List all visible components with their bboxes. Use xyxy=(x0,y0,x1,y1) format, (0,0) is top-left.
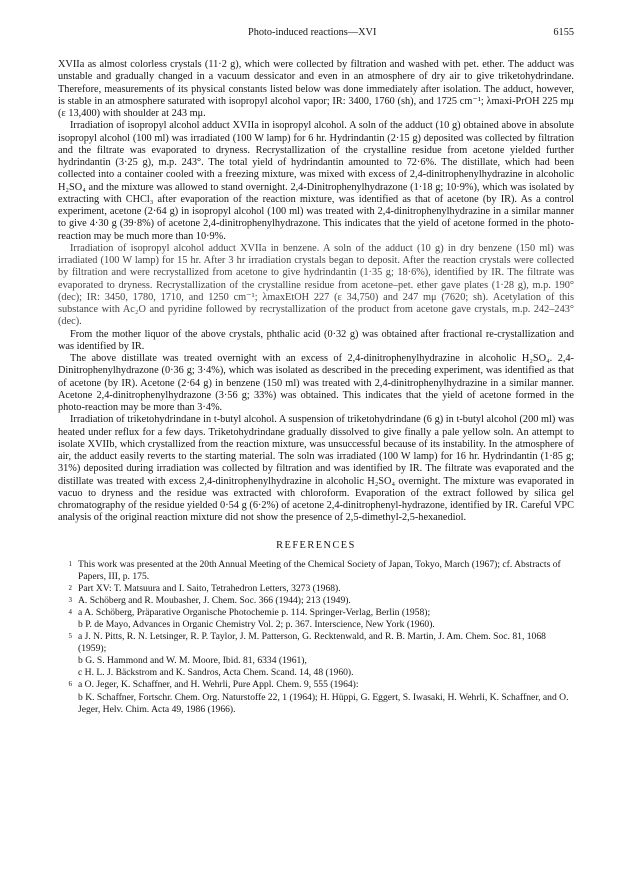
reference-text: a J. N. Pitts, R. N. Letsinger, R. P. Taylor, J. M. Patterson, G. Recktenwald, and R. B. Martin, J. Am. Chem. Soc. 81, 1068 (1959); xyxy=(78,631,546,655)
reference-number: 5 xyxy=(68,632,72,641)
paragraph: The above distillate was treated overnight with an excess of 2,4-dinitrophenylhydrazine in alcoholic H₂SO₄. 2,4-Dinitrophenylhydrazone (0·36 g; 3·4%), which was isolated as described in the preceding experiment, was identified as that of acetone (by IR). Acetone (2·64 g) in benzene (150 ml) was treated with 2,4-dinitrophenylhydrazine in a similar manner. Acetone 2,4-dinitrophenylhydrazone (3·56 g; 33%) was obtained. This indicates that the yield of acetone formed in the photo-reaction may be more than 3·4%. xyxy=(58,353,574,413)
reference-number: 2 xyxy=(68,583,72,592)
reference-item xyxy=(58,583,574,595)
paragraph: From the mother liquor of the above crystals, phthalic acid (0·32 g) was obtained after fractional re-crystallization and was identified by IR. xyxy=(58,328,574,352)
reference-text: A. Schöberg and R. Moubasher, J. Chem. Soc. 366 (1944); 213 (1949). xyxy=(78,594,351,606)
journal-page xyxy=(58,27,574,716)
running-title: Photo-induced reactions—XVI xyxy=(248,27,377,38)
reference-number: 1 xyxy=(68,559,72,568)
references-list xyxy=(58,559,574,716)
reference-item xyxy=(58,631,574,655)
reference-text: b P. de Mayo, Advances in Organic Chemistry Vol. 2; p. 367. Interscience, New York (1960). xyxy=(78,618,435,630)
paragraph: Irradiation of isopropyl alcohol adduct XVIIa in benzene. A soln of the adduct (10 g) in dry benzene (150 ml) was irradiated (100 W lamp) for 15 hr. After 3 hr irradiation crystals began to deposit. After the reaction crystals were collected by filtration and were recrystallized from acetone to give hydrindantin (1·35 g; 18·6%), identified by IR. The filtrate was evaporated to dryness. Recrystallization of the crystalline residue from acetone–pet. ether gave plates (1·28 g), m.p. 190° (dec); IR: 3450, 1780, 1710, and 1250 cm⁻¹; λmaxEtOH 227 (ε 34,750) and 247 mμ (7620; sh). Acetylation of this substance with Ac₂O and pyridine followed by recrystallization of the product from acetone gave crystals, m.p. 242–243° (dec). xyxy=(58,242,574,328)
reference-number: 3 xyxy=(68,595,72,604)
paragraph: XVIIa as almost colorless crystals (11·2 g), which were collected by filtration and washed with pet. ether. The adduct was unstable and gradually changed in a vacuum dessicator and even in an atmosphere of dry air to give triketohydrindane. Therefore, measurements of its physical constants listed below was done immediately after isolation. The adduct, however, is stable in an atmosphere saturated with isopropyl alcohol vapor; IR: 3400, 1760 (sh), and 1725 cm⁻¹; λmaxi-PrOH 225 mμ (ε 13,400) with shoulder at 243 mμ. xyxy=(58,59,574,119)
reference-item xyxy=(58,595,574,607)
reference-number: 4 xyxy=(68,607,72,616)
page-number: 6155 xyxy=(553,27,574,38)
reference-item xyxy=(58,655,574,667)
reference-text: Part XV: T. Matsuura and I. Saito, Tetrahedron Letters, 3273 (1968). xyxy=(78,582,341,594)
reference-item xyxy=(58,559,574,583)
reference-text: b G. S. Hammond and W. M. Moore, Ibid. 81, 6334 (1961), xyxy=(78,655,307,667)
reference-text: a O. Jeger, K. Schaffner, and H. Wehrli, Pure Appl. Chem. 9, 555 (1964): xyxy=(78,679,359,691)
reference-item xyxy=(58,667,574,679)
reference-item xyxy=(58,619,574,631)
paragraph: Irradiation of isopropyl alcohol adduct XVIIa in isopropyl alcohol. A soln of the adduct (10 g) obtained above in absolute isopropyl alcohol (100 ml) was irradiated (100 W lamp) for 6 hr. Hydrindantin (2·15 g) deposited was collected by filtration and the filtrate was evaporated to dryness. Recrystallization of the crystalline residue from acetone yielded further hydrindantin (3·25 g), m.p. 243°. The total yield of hydrindantin amounted to 72·6%. The distillate, which had been collected into a container cooled with a freezing mixture, was mixed with excess of 2,4-dinitrophenylhydrazine in alcoholic H₂SO₄ and the mixture was allowed to stand overnight. 2,4-Dinitrophenylhydrazone (1·18 g; 10·9%), which was isolated by extracting with CHCl₃ after evaporation of the reaction mixture, was identified as that of acetone (by IR). As a control experiment, acetone (2·64 g) in isopropyl alcohol (100 ml) was treated with 2,4-dinitrophenylhydrazine in a similar manner to give 4·30 g (39·8%) of acetone 2,4-dinitrophenylhydrazone. This indicates that the yield of acetone formed in the photo-reaction may be much more than 10·9%. xyxy=(58,120,574,242)
paragraph: Irradiation of triketohydrindane in t-butyl alcohol. A suspension of triketohydrindane (6 g) in t-butyl alcohol (200 ml) was heated under reflux for a few days. Triketohydrindane gradually dissolved to give finally a pale yellow soln. An attempt to isolate XVIIb, which crystallized from the reaction mixture, was unsuccessful because of its instability. In the atmosphere of air, the adduct easily reverts to the starting material. The soln was irradiated (100 W lamp) for 16 hr. Hydrindantin (1·85 g; 31%) deposited during irradiation was collected by filtration and was identified by IR. The filtrate was evaporated and the distillate was treated with excess 2,4-dinitrophenylhydrazine in alcoholic H₂SO₄ overnight. The mixture was evaporated in vacuo to dryness and the residue was extracted with chloroform. Evaporation of the extract followed by silica gel chromatography of the residue yielded 0·54 g (6·2%) of acetone 2,4-dinitrophenyl-hydrazone, identified by IR. Careful VPC analysis of the original reaction mixture did not show the presence of 2,5-dimethyl-2,5-hexanediol. xyxy=(58,414,574,524)
reference-item xyxy=(58,679,574,691)
experimental-text xyxy=(58,59,574,525)
reference-text: This work was presented at the 20th Annual Meeting of the Chemical Society of Japan, Tokyo, March (1967); cf. Abstracts of Papers, III, p. 175. xyxy=(78,558,561,582)
page-header xyxy=(248,27,574,41)
reference-item xyxy=(58,607,574,619)
reference-text: b K. Schaffner, Fortschr. Chem. Org. Naturstoffe 22, 1 (1964); H. Hüppi, G. Eggert, S. Iwasaki, H. Wehrli, K. Schaffner, and O. Jeger, Helv. Chim. Acta 49, 1986 (1966). xyxy=(78,691,569,715)
reference-text: a A. Schöberg, Präparative Organische Photochemie p. 114. Springer-Verlag, Berlin (1958); xyxy=(78,606,431,618)
references-heading: REFERENCES xyxy=(276,539,356,551)
reference-text: c H. L. J. Bäckstrom and K. Sandros, Acta Chem. Scand. 14, 48 (1960). xyxy=(78,667,354,679)
reference-number: 6 xyxy=(68,680,72,689)
reference-item xyxy=(58,692,574,716)
